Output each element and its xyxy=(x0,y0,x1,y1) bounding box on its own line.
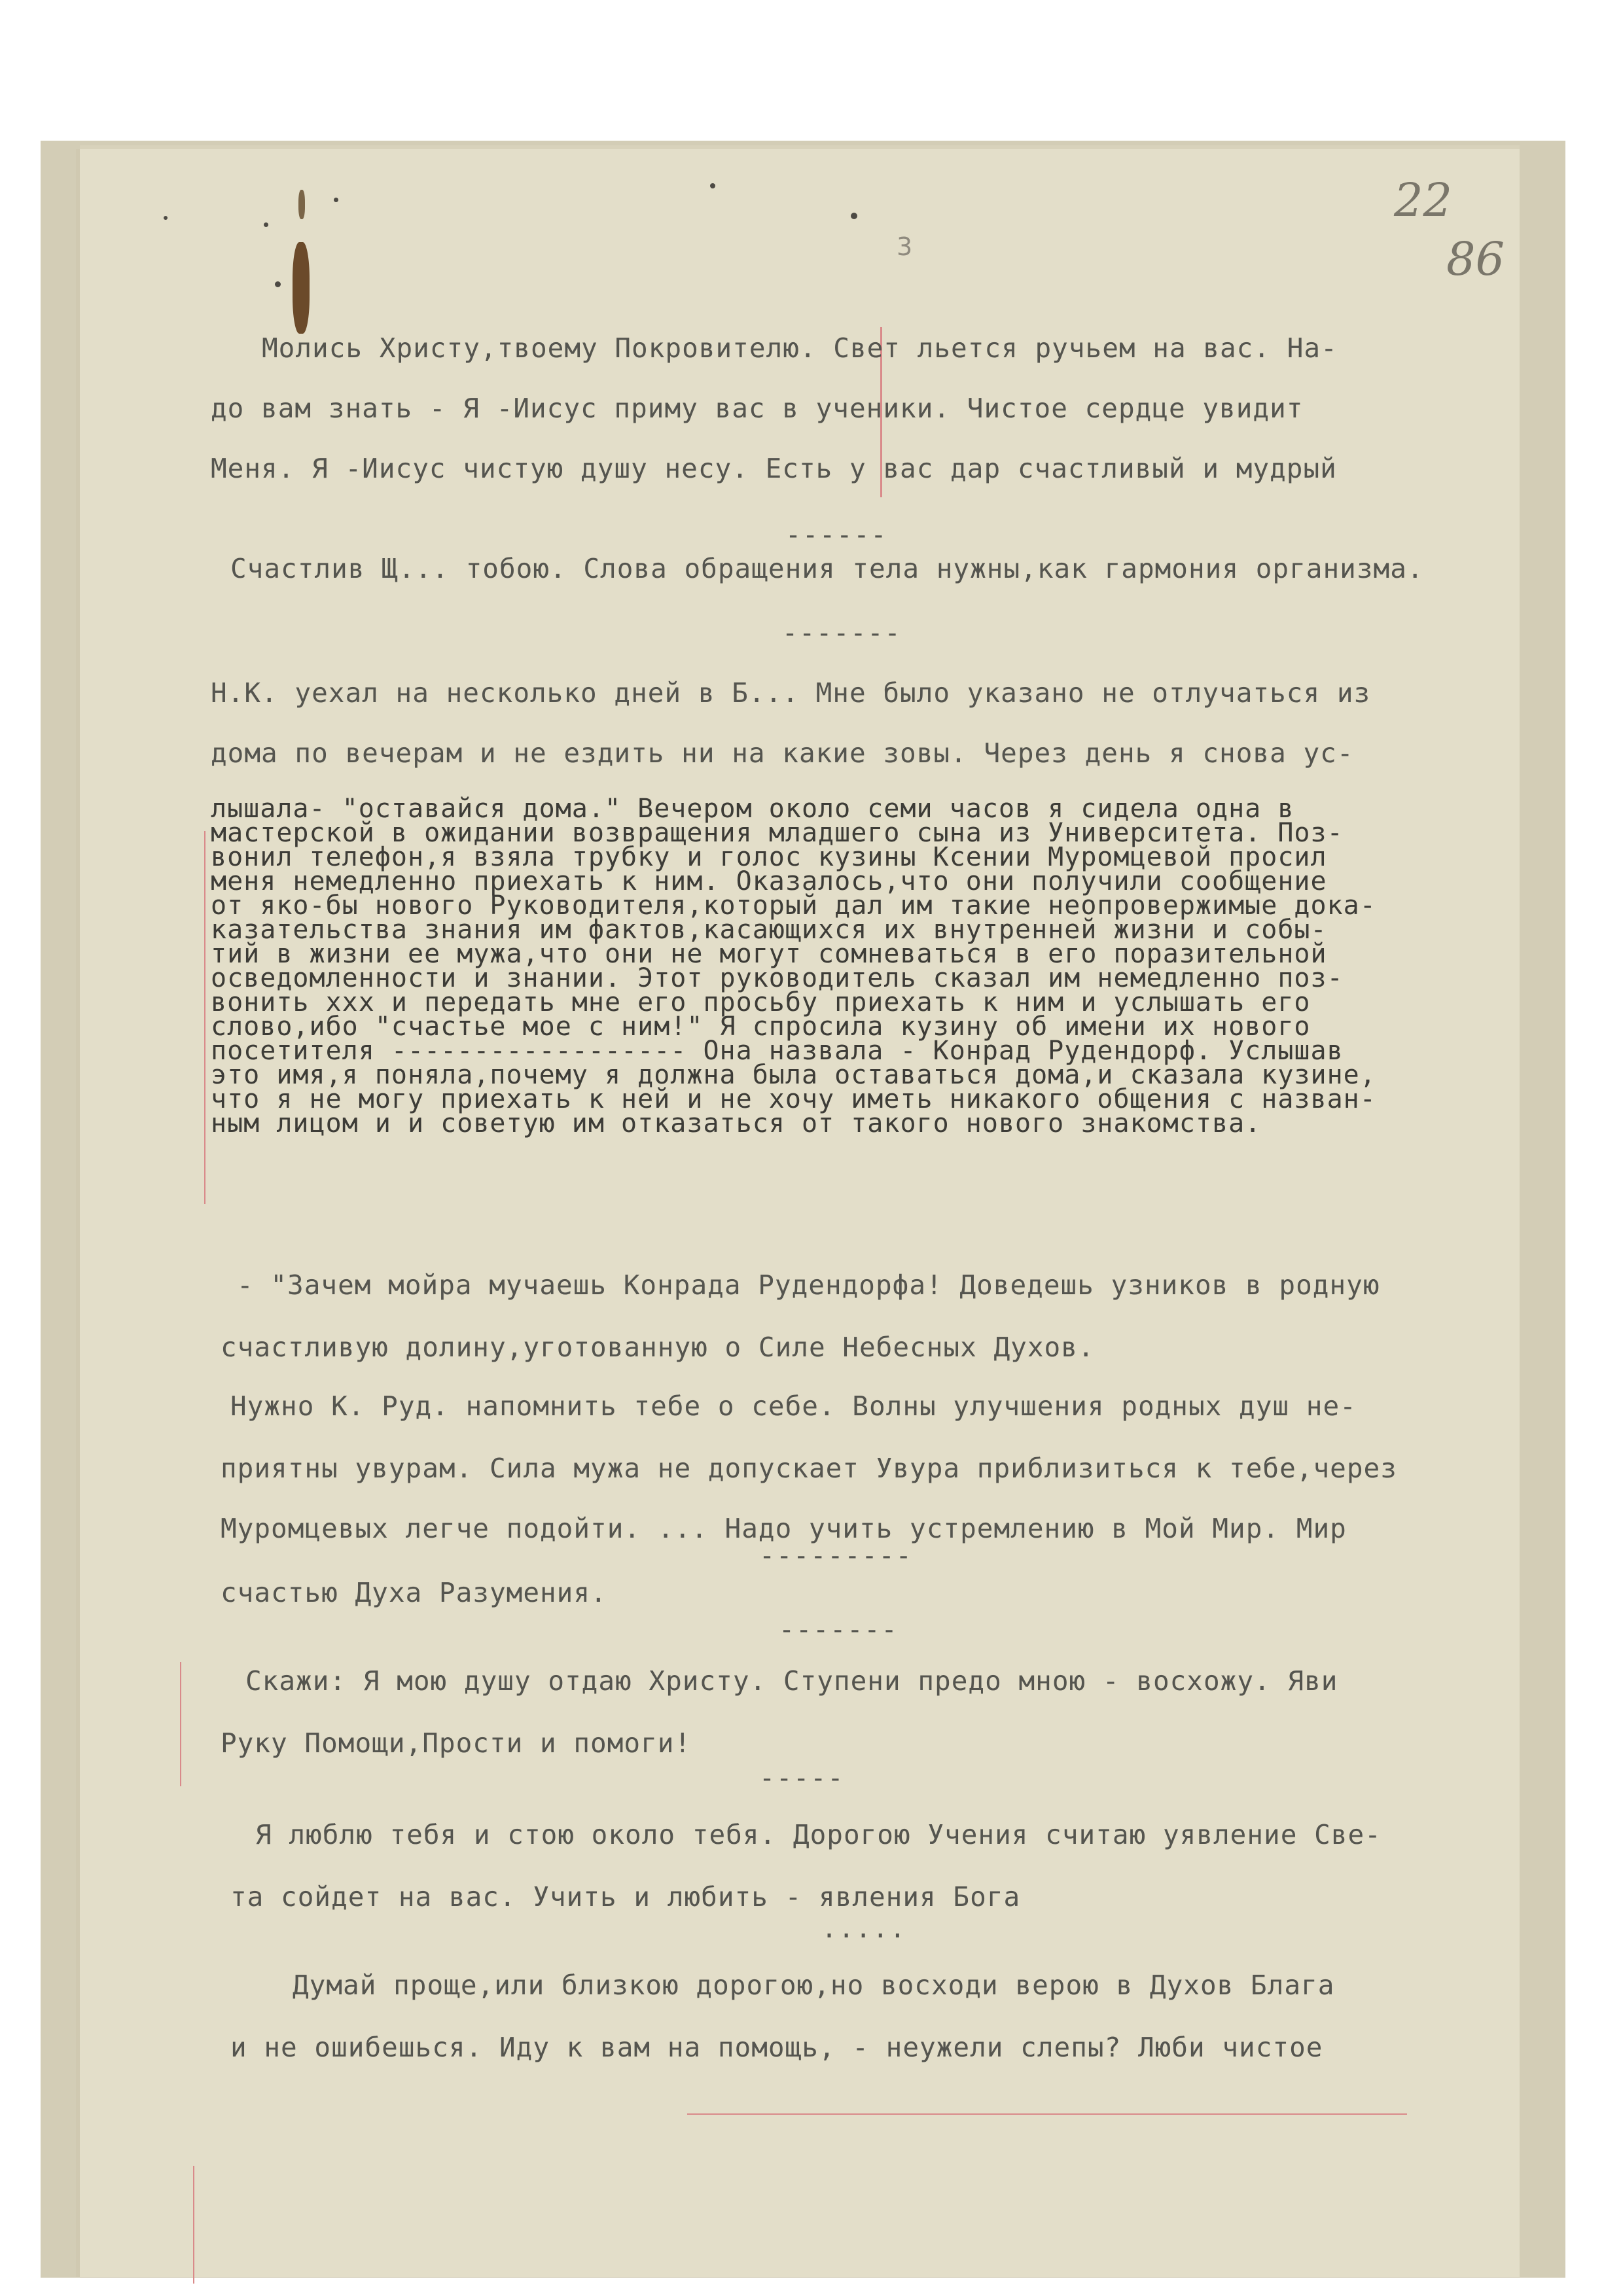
text-line: Я люблю тебя и стою около тебя. Дорогою Учения считаю уявление Све- xyxy=(255,1819,1382,1850)
text-line: казательства знания им фактов,касающихся их внутренней жизни и собы- xyxy=(211,915,1327,945)
text-line: и не ошибешься. Иду к вам на помощь, - неужели слепы? Люби чистое xyxy=(230,2032,1323,2063)
text-line: слово,ибо "счастье мое с ним!" Я спросила кузину об имени их нового xyxy=(211,1012,1311,1042)
paragraph xyxy=(245,1665,1623,1697)
red-margin-line xyxy=(180,1662,181,1786)
text-line: от яко-бы нового Руководителя,который дал им такие неопровержимые дока- xyxy=(211,891,1376,921)
paragraph xyxy=(221,1453,1623,1484)
speck xyxy=(264,222,268,227)
separator: ------ xyxy=(785,520,888,550)
text-line: это имя,я поняла,почему я должна была оставаться дома,и сказала кузине, xyxy=(211,1060,1376,1090)
text-line: тий в жизни ее мужа,что они не могут сомневаться в его поразительной xyxy=(211,939,1327,969)
separator: ------- xyxy=(779,1615,899,1645)
red-margin-line xyxy=(204,831,205,1204)
paragraph xyxy=(237,1269,1623,1301)
red-margin-line xyxy=(193,2166,194,2284)
text-line: Молись Христу,твоему Покровителю. Свет льется ручьем на вас. На- xyxy=(262,332,1338,364)
text-line: счастью Духа Разумения. xyxy=(221,1577,607,1608)
text-line: Нужно К. Руд. напомнить тебе о себе. Волны улучшения родных душ не- xyxy=(230,1390,1357,1422)
text-line: счастливую долину,уготованную о Силе Небесных Духов. xyxy=(221,1332,1095,1363)
text-line: Н.К. уехал на несколько дней в Б... Мне было указано не отлучаться из xyxy=(211,677,1371,709)
text-line: Счастлив Щ... тобою. Слова обращения тела нужны,как гармония организма. xyxy=(230,553,1424,584)
text-line: дома по вечерам и не ездить ни на какие зовы. Через день я снова ус- xyxy=(211,737,1354,769)
text-line: мастерской в ожидании возвращения младшего сына из Университета. Поз- xyxy=(211,818,1344,848)
paragraph xyxy=(211,393,1623,424)
text-line: меня немедленно приехать к ним. Оказалось,что они получили сообщение xyxy=(211,866,1327,896)
paragraph xyxy=(230,553,1623,584)
text-line: ным лицом и и советую им отказаться от такого нового знакомства. xyxy=(211,1108,1262,1139)
speck xyxy=(710,183,715,188)
paragraph xyxy=(221,1332,1623,1363)
paragraph-dense xyxy=(211,794,1623,1139)
paragraph xyxy=(293,1969,1623,2001)
speck xyxy=(164,216,168,220)
paragraph xyxy=(262,332,1623,364)
paragraph xyxy=(255,1819,1623,1850)
text-line: осведомленности и знании. Этот руководитель сказал им немедленно поз- xyxy=(211,963,1344,993)
separator: ----- xyxy=(759,1763,845,1793)
text-line: - "Зачем мойра мучаешь Конрада Рудендорфа! Доведешь узников в родную xyxy=(237,1269,1380,1301)
paragraph xyxy=(211,677,1623,709)
text-line: Скажи: Я мою душу отдаю Христу. Ступени предо мною - восхожу. Яви xyxy=(245,1665,1338,1697)
paragraph xyxy=(221,1577,1623,1608)
ink-stain xyxy=(293,242,310,334)
text-line: до вам знать - Я -Иисус приму вас в ученики. Чистое сердце увидит xyxy=(211,393,1304,424)
text-line: Думай проще,или близкою дорогою,но восходи верою в Духов Блага xyxy=(293,1969,1335,2001)
text-line: посетителя ------------------ Она назвала - Конрад Рудендорф. Услышав xyxy=(211,1036,1344,1066)
paragraph xyxy=(221,1513,1623,1544)
speck xyxy=(851,213,857,219)
separator: --------- xyxy=(759,1541,913,1571)
separator: ..... xyxy=(821,1914,907,1944)
paragraph xyxy=(230,2032,1623,2063)
separator: ------- xyxy=(782,618,902,648)
pencil-mark: 3 xyxy=(897,232,913,261)
text-line: та сойдет на вас. Учить и любить - явления Бога xyxy=(230,1881,1021,1913)
paragraph xyxy=(211,737,1623,769)
paragraph xyxy=(221,1727,1623,1759)
speck xyxy=(334,198,338,202)
paragraph xyxy=(230,1881,1623,1913)
text-line: лышала- "оставайся дома." Вечером около семи часов я сидела одна в xyxy=(211,794,1294,824)
ink-stain xyxy=(298,190,305,219)
page-number-upper: 22 xyxy=(1394,173,1453,227)
page-number-lower: 86 xyxy=(1446,232,1505,286)
text-line: приятны увурам. Сила мужа не допускает Увура приблизиться к тебе,через xyxy=(221,1453,1397,1484)
text-line: вонил телефон,я взяла трубку и голос кузины Ксении Муромцевой просил xyxy=(211,842,1327,872)
paragraph xyxy=(230,1390,1623,1422)
speck xyxy=(275,281,281,287)
text-line: что я не могу приехать к ней и не хочу иметь никакого общения с назван- xyxy=(211,1084,1376,1114)
red-underline xyxy=(687,2113,1407,2115)
text-line: Меня. Я -Иисус чистую душу несу. Есть у вас дар счастливый и мудрый xyxy=(211,453,1337,484)
text-line: вонить ххх и передать мне его просьбу приехать к ним и услышать его xyxy=(211,987,1311,1017)
paragraph xyxy=(211,453,1623,484)
text-line: Руку Помощи,Прости и помоги! xyxy=(221,1727,692,1759)
text-line: Муромцевых легче подойти. ... Надо учить устремлению в Мой Мир. Мир xyxy=(221,1513,1347,1544)
